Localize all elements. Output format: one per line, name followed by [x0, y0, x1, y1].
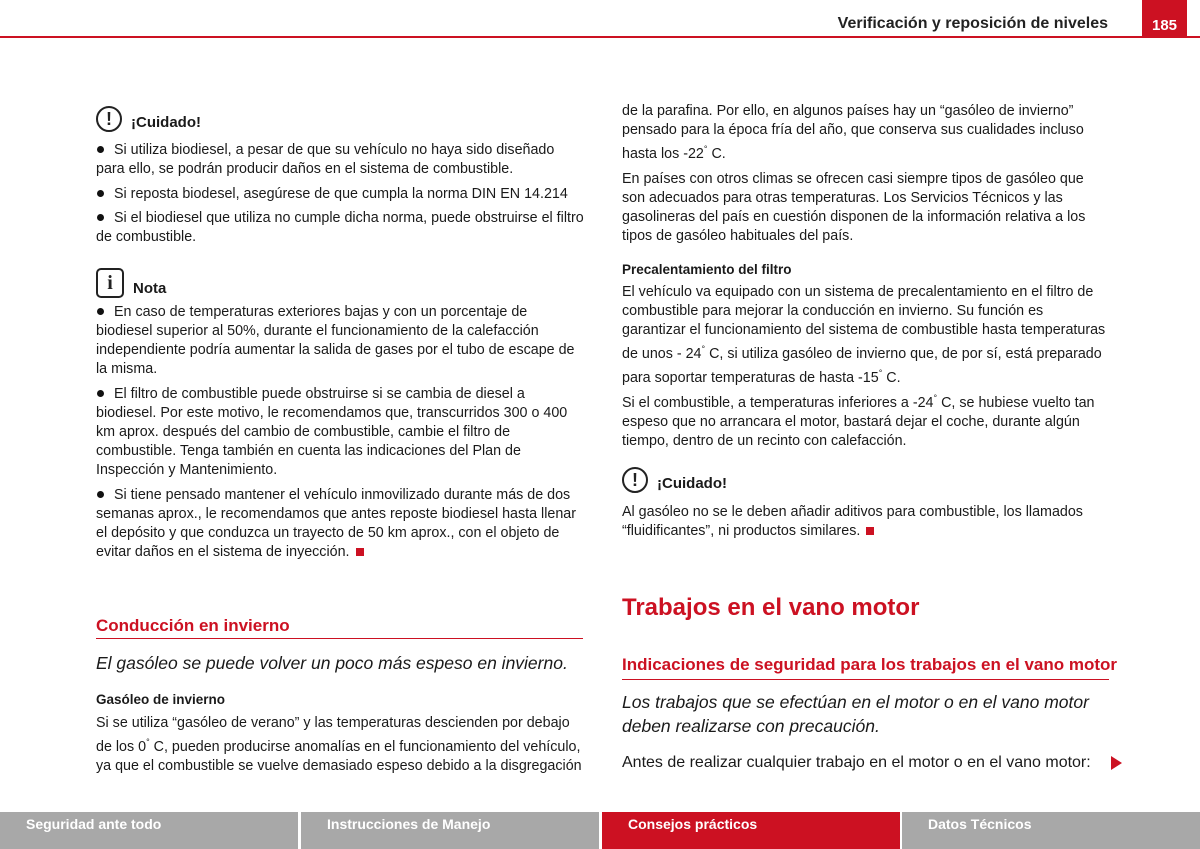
caution-bullet: Si utiliza biodiesel, a pesar de que su vehículo no haya sido diseñado para ello, se podrán producir daños en el sistema de combustible. [96, 142, 555, 177]
engine-safety-heading: Indicaciones de seguridad para los trabajos en el vano motor [622, 655, 1118, 674]
caution-label: ¡Cuidado! [131, 114, 201, 131]
preheat-heading: Precalentamiento del filtro [622, 262, 792, 277]
engine-text: Antes de realizar cualquier trabajo en el motor o en el vano motor: [622, 754, 1091, 771]
footer-tab-seguridad[interactable]: Seguridad ante todo [0, 812, 298, 849]
caution-label: ¡Cuidado! [657, 475, 727, 492]
preheat-text: El vehículo va equipado con un sistema de precalentamiento en el filtro de combustible para mejorar la conducción en invierno. Su función es garantizar el funcionamiento del sistema de combustible hasta temperaturas de unos - 24° C, si utiliza gasóleo de invierno que, de por sí, está preparado para soportar temperaturas de hasta -15° C. [622, 284, 1106, 386]
section-rule [622, 679, 1109, 680]
caution-bullet: Si el biodiesel que utiliza no cumple dicha norma, puede obstruirse el filtro de combustible. [96, 210, 584, 245]
caution-header-right [622, 467, 727, 493]
note-bullet: El filtro de combustible puede obstruirse si se cambia de diesel a biodiesel. Por este motivo, le recomendamos que, transcurridos 300 o 400 km aprox. después del cambio de combustible, cambie el filtro de combustible. Tenga también en cuenta las indicaciones del Plan de Inspección y Mantenimiento. [96, 386, 568, 478]
footer-tab-datos[interactable]: Datos Técnicos [902, 812, 1200, 849]
paraffin-text: de la parafina. Por ello, en algunos países hay un “gasóleo de invierno” pensado para la época fría del año, que conserva sus cualidades incluso hasta los -22° C. [622, 103, 1084, 162]
section-heading-engine: Trabajos en el vano motor [622, 594, 920, 621]
page-number: 185 [1142, 0, 1187, 38]
bullet-icon [97, 146, 104, 153]
winter-text: Si se utiliza “gasóleo de verano” y las temperaturas descienden por debajo de los 0° C, pueden producirse anomalías en el funcionamiento del vehículo, ya que el combustible se vuelve demasiado espeso debido a la disgregación [96, 715, 582, 774]
caution-bullet: Si reposta biodesel, asegúrese de que cumpla la norma DIN EN 14.214 [96, 185, 584, 204]
bullet-icon [97, 308, 104, 315]
note-bullet: Si tiene pensado mantener el vehículo inmovilizado durante más de dos semanas aprox., le recomendamos que antes reposte biodiesel hasta llenar el depósito y que conduzca un trayecto de 50 km aprox., con el objeto de evitar daños en el sistema de inyección. [96, 487, 577, 560]
section-rule [96, 638, 583, 639]
exclamation-circle-icon: ! [622, 467, 648, 493]
bullet-icon [97, 491, 104, 498]
engine-lead: Los trabajos que se efectúan en el motor o en el vano motor deben realizarse con precaución. [622, 692, 1089, 736]
climate-text: En países con otros climas se ofrecen casi siempre tipos de gasóleo que son adecuados para otras temperaturas. Los Servicios Técnicos y las gasolineras del país en cuestión disponen de la información relativa a los tipos de gasóleo habituales del país. [622, 171, 1086, 244]
note-header [96, 268, 166, 298]
header-rule [0, 36, 1200, 38]
bullet-icon [97, 390, 104, 397]
section-heading-winter: Conducción en invierno [96, 616, 290, 635]
info-icon: i [96, 268, 124, 298]
exclamation-circle-icon: ! [96, 106, 122, 132]
footer-nav [0, 812, 1200, 849]
bullet-icon [97, 214, 104, 221]
continue-arrow-icon[interactable] [1111, 756, 1122, 770]
note-label: Nota [133, 280, 167, 297]
end-of-section-icon [866, 527, 874, 535]
caution-text: Al gasóleo no se le deben añadir aditivos para combustible, los llamados “fluidificantes”, ni productos similares. [622, 504, 1083, 539]
end-of-section-icon [356, 548, 364, 556]
footer-tab-consejos[interactable]: Consejos prácticos [602, 812, 900, 849]
caution-header-left [96, 106, 201, 132]
winter-lead: El gasóleo se puede volver un poco más espeso en invierno. [96, 653, 568, 673]
cold-start-text: Si el combustible, a temperaturas inferiores a -24° C, se hubiese vuelto tan espeso que no arrancara el motor, bastará dejar el coche, durante algún tiempo, dentro de un recinto con calefacción. [622, 393, 1095, 449]
note-bullet: En caso de temperaturas exteriores bajas y con un porcentaje de biodiesel superior al 50%, durante el funcionamiento de la calefacción independiente podría aumentar la salida de gases por el tubo de escape de la misma. [96, 304, 575, 377]
footer-tab-instrucciones[interactable]: Instrucciones de Manejo [301, 812, 599, 849]
winter-sub-heading: Gasóleo de invierno [96, 692, 226, 707]
bullet-icon [97, 190, 104, 197]
page-header-title: Verificación y reposición de niveles [837, 15, 1108, 32]
